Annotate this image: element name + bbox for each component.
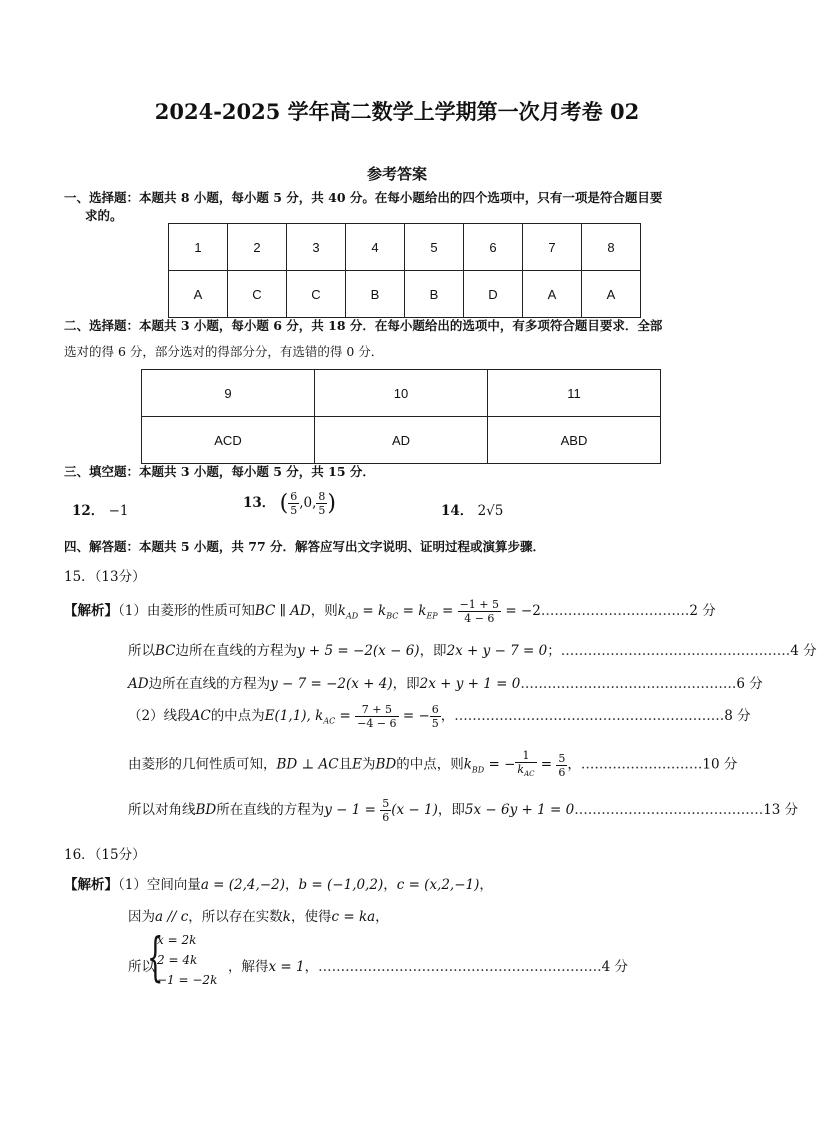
q16-step3-prefix: 所以 (128, 959, 155, 975)
text: ； (547, 643, 561, 659)
section1-answer-table (168, 223, 641, 318)
text: 所在直线的方程为 (216, 802, 325, 818)
text: 为 (361, 756, 376, 773)
brace-icon: { (147, 928, 164, 988)
math: c = (x,2,−1) (396, 877, 480, 893)
q16-step3 (228, 955, 628, 975)
q15-step5 (128, 749, 737, 781)
table-cell: 1 (169, 224, 228, 271)
table-cell: 2 (228, 224, 287, 271)
math-subscript: BC (386, 611, 399, 621)
fraction-numerator: 5 (558, 751, 566, 765)
q13-middle: ,0, (299, 495, 317, 511)
text: 所以 (128, 643, 155, 659)
answer-key-heading: 参考答案 (366, 165, 427, 183)
math: k (282, 909, 291, 925)
q16-step2 (128, 905, 389, 925)
q15-step1 (64, 598, 716, 625)
math: AD (128, 676, 149, 692)
text: ，即 (392, 676, 420, 692)
leader-dots: ……………………… (580, 756, 703, 773)
math: = k (358, 603, 387, 619)
math: = (335, 708, 356, 724)
fraction-numerator: −1 + 5 (459, 598, 500, 611)
score: 13 分 (763, 802, 799, 818)
math: 2x + y + 1 = 0 (419, 676, 521, 692)
q14-answer (441, 499, 503, 519)
math: 2x + y − 7 = 0 (446, 643, 548, 659)
table-cell: B (405, 271, 464, 318)
math-subscript: BD (471, 765, 485, 775)
math: BD ⊥ AC (276, 756, 339, 773)
leader-dots: …………………………………………… (560, 643, 791, 659)
equation-system (157, 930, 217, 990)
q15-step4 (128, 703, 751, 730)
text: ， (375, 909, 389, 925)
text: 且 (338, 756, 353, 773)
math: 5x − 6y + 1 = 0 (464, 802, 575, 818)
table-cell: A (582, 271, 641, 318)
section1-instruction-cont: 求的。 (85, 208, 123, 223)
system-equation: 2 = 4k (157, 953, 198, 967)
q13-answer: 13． ( $\frac{6}{5}$ ,0, $\frac{8}{5}$ ) (243, 490, 336, 517)
text: ，即 (437, 802, 465, 818)
table-cell: 9 (142, 370, 315, 417)
fraction-numerator: 1 (515, 749, 536, 763)
math-subscript: AD (345, 611, 359, 621)
fraction-numerator: 7 + 5 (355, 703, 398, 717)
text: 的中点为 (210, 708, 265, 724)
math: c = ka (331, 909, 376, 925)
fraction-numerator: 6 (431, 703, 439, 716)
table-cell: A (523, 271, 582, 318)
table-cell: 5 (405, 224, 464, 271)
fraction-denominator: 5 (290, 504, 298, 517)
math: = − (398, 708, 430, 724)
math: BC (155, 643, 176, 659)
math: (x − 1) (391, 802, 438, 818)
score: 4 分 (790, 643, 817, 659)
solution-label: 【解析】 (64, 603, 118, 619)
fraction-numerator: 6 (290, 490, 298, 503)
section2-instruction: 二、选择题：本题共 3 小题，每小题 6 分，共 18 分．在每小题给出的选项中，有多项符合题目要求．全部 (64, 318, 663, 333)
leader-dots: ……………………………………………………… (318, 959, 602, 975)
fraction-numerator: 8 (318, 490, 326, 503)
fraction-denominator: −4 − 6 (357, 717, 397, 730)
text: 边所在直线的方程为 (148, 676, 271, 692)
math: y + 5 = −2(x − 6) (297, 643, 420, 659)
score: 4 分 (601, 959, 628, 975)
section4-instruction: 四、解答题：本题共 5 小题，共 77 分．解答应写出文字说明、证明过程或演算步骤． (64, 539, 546, 554)
table-cell: ABD (488, 417, 661, 464)
score: 10 分 (702, 756, 738, 773)
math: k (337, 603, 346, 619)
table-cell: B (346, 271, 405, 318)
math: BD (195, 802, 217, 818)
table-row-answers (142, 417, 661, 464)
solution-label: 【解析】 (64, 877, 118, 893)
section3-instruction: 三、填空题：本题共 3 小题，每小题 5 分，共 15 分． (64, 464, 375, 479)
math: BD (375, 756, 397, 773)
math: E(1,1), k (264, 708, 324, 724)
text: ，所以存在实数 (188, 909, 283, 925)
table-cell: ACD (142, 417, 315, 464)
table-cell: AD (315, 417, 488, 464)
text: 由菱形的几何性质可知， (128, 756, 277, 773)
text: ， (479, 877, 493, 893)
table-cell: C (287, 271, 346, 318)
fraction-numerator: 5 (382, 797, 390, 810)
text: ， (440, 708, 455, 724)
fraction-denominator: k (517, 763, 525, 776)
table-cell: 6 (464, 224, 523, 271)
math: AC (190, 708, 211, 724)
leader-dots: ………………………………………… (520, 676, 737, 692)
score: 2 分 (689, 603, 716, 619)
text: 因为 (128, 909, 155, 925)
text: ，即 (419, 643, 447, 659)
table-cell: 11 (488, 370, 661, 417)
fraction-denominator: 4 − 6 (464, 612, 495, 625)
q13-label: 13． (243, 495, 276, 511)
math: = −2 (501, 603, 541, 619)
leader-dots: …………………………… (540, 603, 690, 619)
system-equation: −1 = −2k (157, 973, 218, 987)
section1-instruction: 一、选择题：本题共 8 小题，每小题 5 分，共 40 分。在每小题给出的四个选项中，只有一项是符合题目要 (64, 190, 663, 205)
math: = k (398, 603, 427, 619)
text: ， (567, 756, 581, 773)
math: b = (−1,0,2) (298, 877, 384, 893)
math-subscript: AC (524, 770, 535, 779)
text: ， (383, 877, 397, 893)
table-cell: D (464, 271, 523, 318)
math: k (463, 756, 472, 773)
math: x = 1 (268, 959, 305, 975)
fraction-denominator: 5 (431, 717, 439, 730)
q16-header: 16．（15分） (64, 847, 146, 863)
score: 8 分 (724, 708, 751, 724)
text: ，则 (310, 603, 338, 619)
table-cell: 8 (582, 224, 641, 271)
section2-instruction-cont: 选对的得 6 分，部分选对的得部分分，有选错的得 0 分． (64, 344, 384, 359)
math-subscript: EP (426, 611, 438, 621)
math: = (437, 603, 458, 619)
text: ， (284, 877, 299, 893)
q16-step1 (64, 873, 493, 893)
table-row-numbers (169, 224, 641, 271)
math: a = (2,4,−2) (200, 877, 285, 893)
score: 6 分 (736, 676, 763, 692)
fraction-denominator: 6 (382, 811, 390, 824)
math: = − (484, 756, 516, 773)
leader-dots: …………………………………… (574, 802, 764, 818)
q14-value: 2√5 (477, 503, 504, 519)
math: = (536, 756, 557, 773)
q12-value: −1 (108, 503, 129, 519)
q15-header: 15．（13分） (64, 569, 146, 585)
math: y − 1 = (324, 802, 381, 818)
math: a // c (155, 909, 189, 925)
page-title: 2024-2025 学年高二数学上学期第一次月考卷 02 (154, 99, 640, 124)
q15-step3 (128, 672, 763, 692)
text: 的中点，则 (396, 756, 464, 773)
math: E (352, 756, 362, 773)
leader-dots: …………………………………………………… (454, 708, 725, 724)
math: y − 7 = −2(x + 4) (270, 676, 393, 692)
section2-answer-table (141, 369, 661, 464)
q15-step6 (128, 797, 798, 824)
q14-label: 14． (441, 503, 474, 519)
system-equation: x = 2k (157, 933, 197, 947)
table-cell: 3 (287, 224, 346, 271)
fraction-denominator: 6 (558, 765, 566, 779)
math: BC ∥ AD (254, 603, 311, 619)
text: （1）由菱形的性质可知 (118, 603, 255, 619)
table-cell: 4 (346, 224, 405, 271)
text: ， (304, 959, 319, 975)
table-cell: 10 (315, 370, 488, 417)
text: ，使得 (290, 909, 332, 925)
table-cell: C (228, 271, 287, 318)
table-cell: A (169, 271, 228, 318)
q12-label: 12． (72, 503, 105, 519)
text: （1）空间向量 (118, 877, 201, 893)
table-row-numbers (142, 370, 661, 417)
fraction-denominator: 5 (318, 504, 326, 517)
table-row-answers (169, 271, 641, 318)
text: ，解得 (228, 959, 269, 975)
table-cell: 7 (523, 224, 582, 271)
text: 边所在直线的方程为 (175, 643, 298, 659)
q15-step2 (128, 639, 817, 659)
math-subscript: AC (323, 716, 336, 726)
text: （2）线段 (128, 708, 191, 724)
q12-answer (72, 499, 129, 519)
text: 所以对角线 (128, 802, 196, 818)
